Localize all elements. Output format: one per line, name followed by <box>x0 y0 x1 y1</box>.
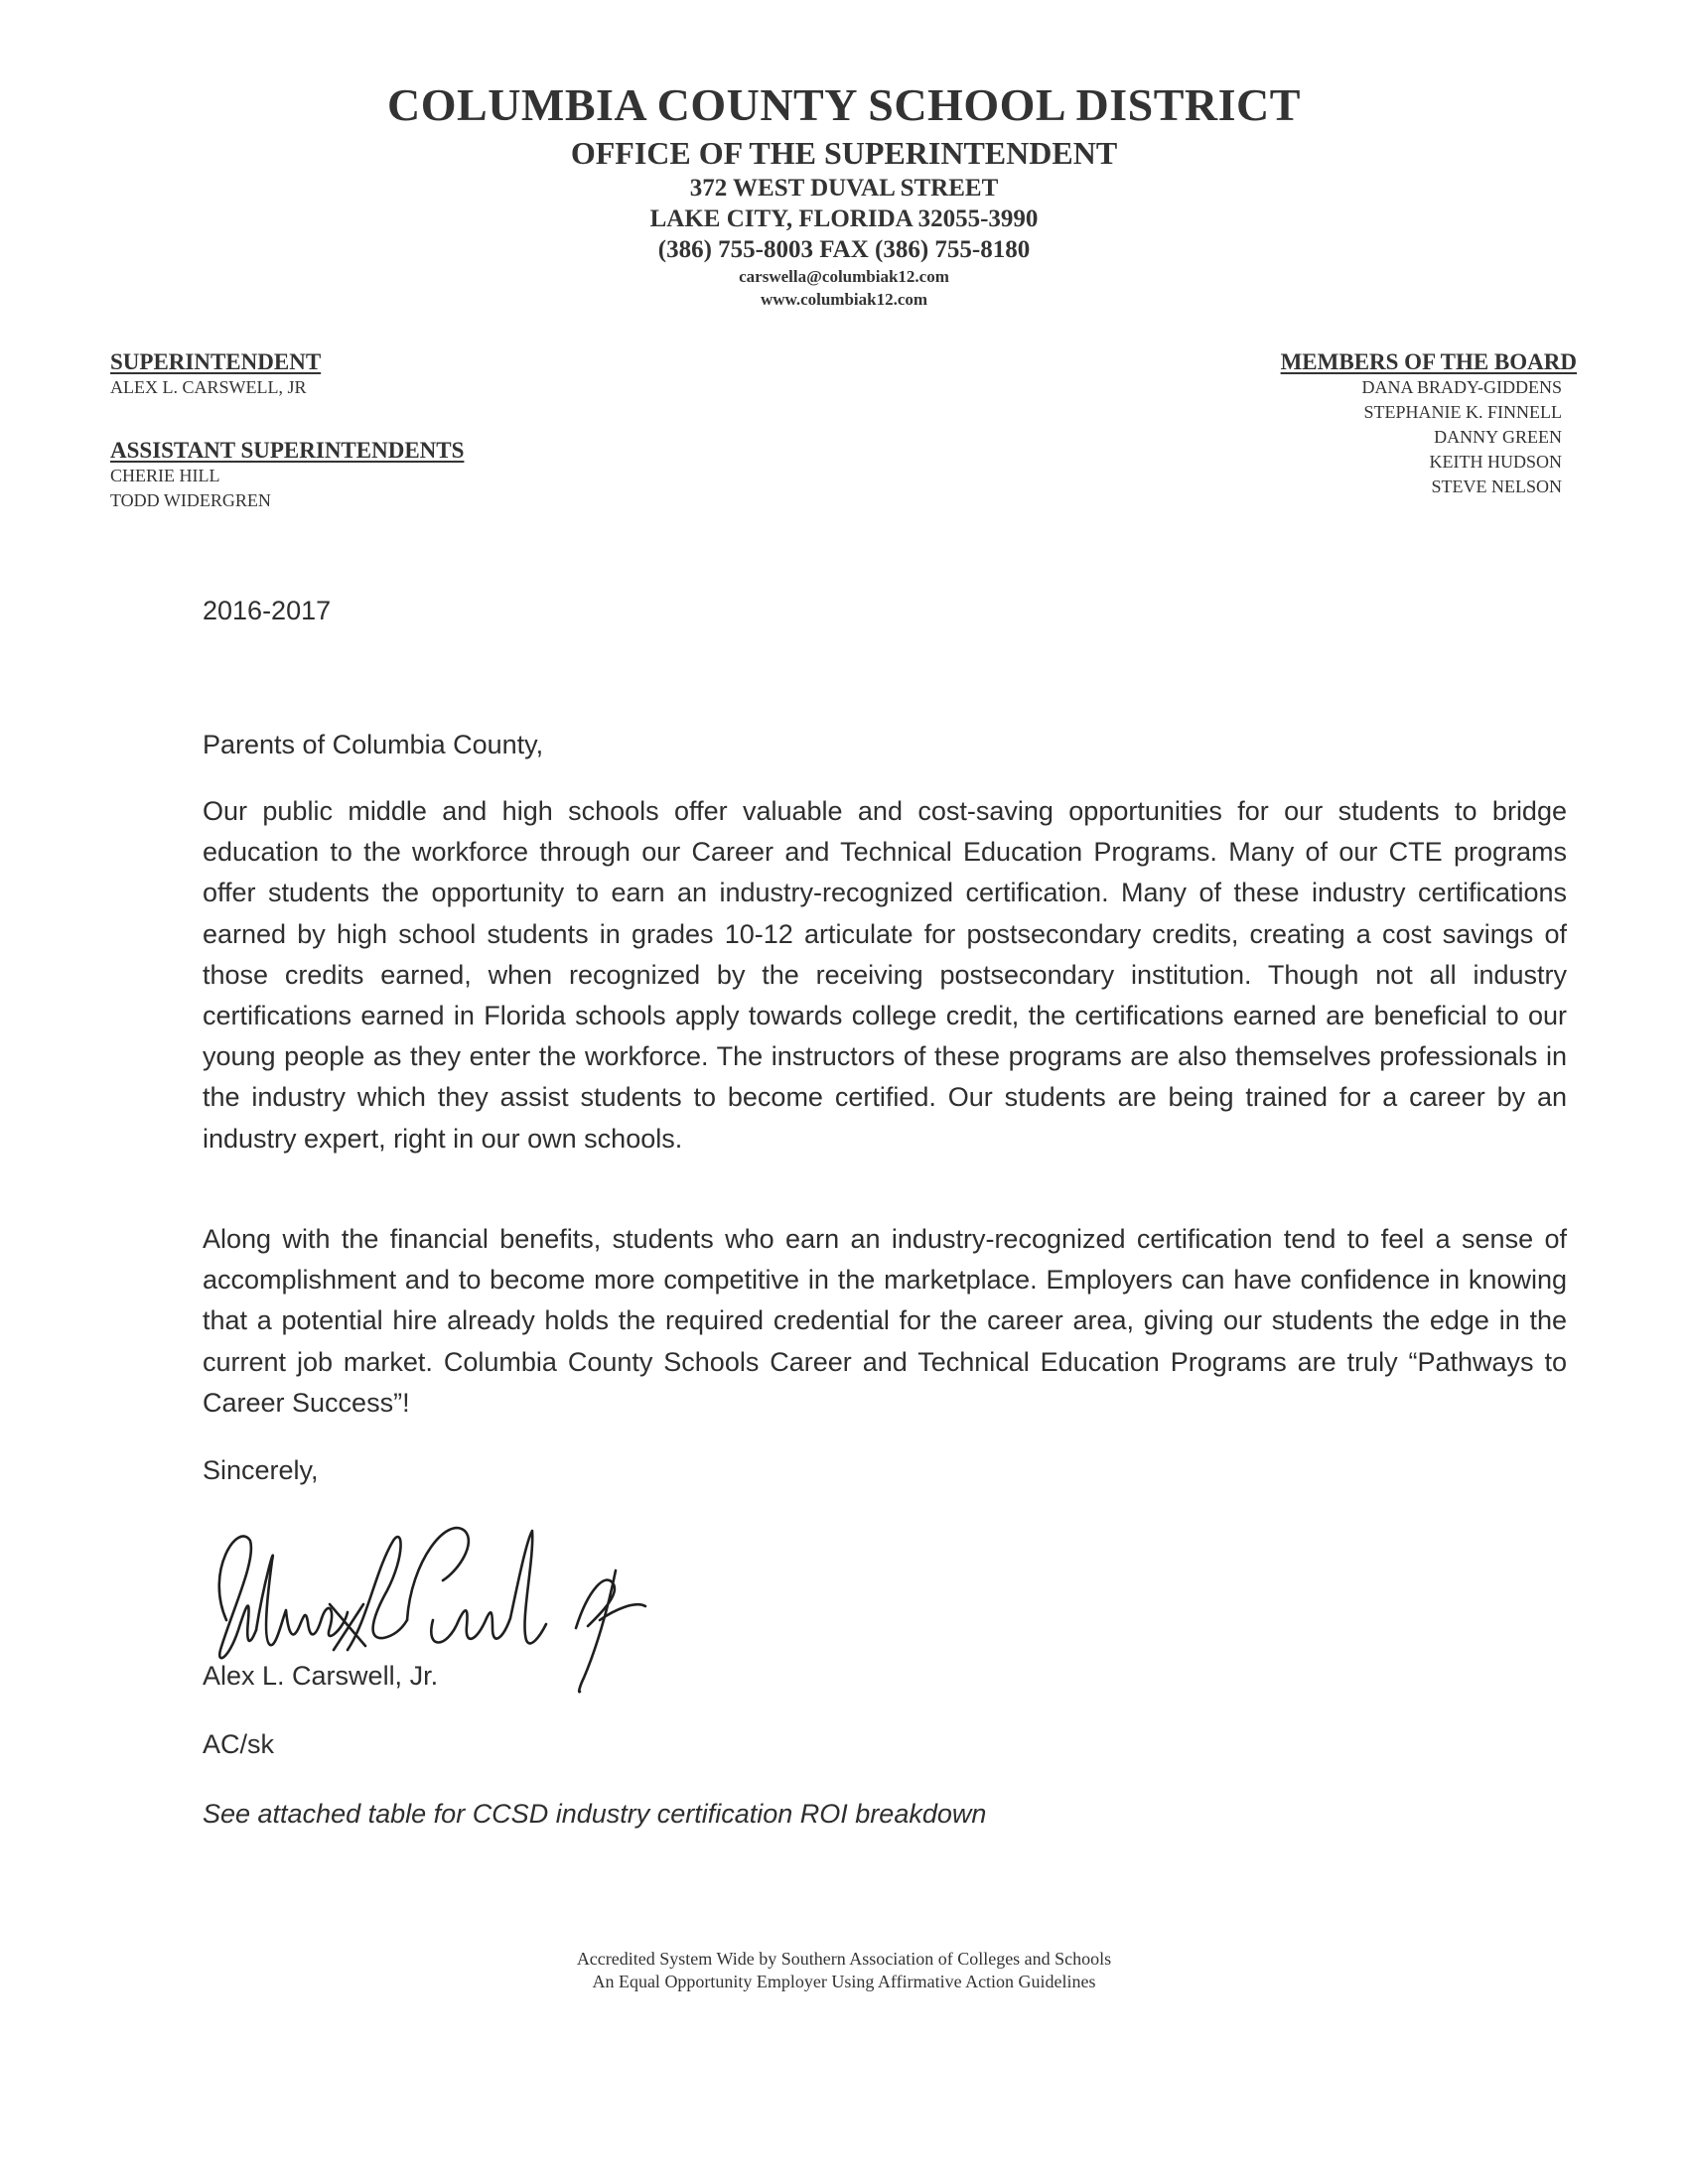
typist-initials: AC/sk <box>203 1729 275 1759</box>
superintendent-heading: SUPERINTENDENT <box>110 349 322 374</box>
board-member-name: STEVE NELSON <box>1431 477 1562 496</box>
accreditation-line: Accredited System Wide by Southern Association of Colleges and Schools <box>576 1949 1112 1969</box>
enclosure-note: See attached table for CCSD industry certification ROI breakdown <box>203 1799 987 1829</box>
website: www.columbiak12.com <box>760 290 928 309</box>
city-address: LAKE CITY, FLORIDA 32055-3990 <box>649 205 1039 232</box>
office-name: OFFICE OF THE SUPERINTENDENT <box>570 135 1118 171</box>
salutation: Parents of Columbia County, <box>203 730 544 759</box>
phone-fax: (386) 755-8003 FAX (386) 755-8180 <box>657 236 1031 263</box>
board-member-name: DANNY GREEN <box>1434 427 1562 447</box>
body-paragraph: Along with the financial benefits, students who earn an industry-recognized certification tend to feel a sense of accomplishment and to become more competitive in the marketplace. Employers can have confidence in knowing that a potential hire already holds the required credential for the career area, giving our students the edge in the current job market. Columbia County Schools Career and Technical Education Programs are truly “Pathways to Career Success”! <box>203 1224 1567 1418</box>
equal-opportunity-line: An Equal Opportunity Employer Using Affirmative Action Guidelines <box>592 1972 1096 1991</box>
board-heading: MEMBERS OF THE BOARD <box>1280 349 1577 374</box>
board-member-name: DANA BRADY-GIDDENS <box>1361 377 1562 397</box>
assistant-superintendents-block <box>110 438 464 513</box>
assistant-superintendents-heading: ASSISTANT SUPERINTENDENTS <box>110 438 465 463</box>
signer-name: Alex L. Carswell, Jr. <box>203 1661 439 1691</box>
superintendent-block <box>110 349 321 400</box>
assistant-superintendent-name: CHERIE HILL <box>110 466 220 485</box>
assistant-superintendent-name: TODD WIDERGREN <box>110 490 271 510</box>
body-paragraph: Our public middle and high schools offer valuable and cost-saving opportunities for our students to bridge education to the workforce through our Career and Technical Education Programs. Many of our CTE programs offer students the opportunity to earn an industry-recognized certification. Many of these industry certifications earned by high school students in grades 10-12 articulate for postsecondary credits, creating a cost savings of those credits earned, when recognized by the receiving postsecondary institution. Though not all industry certifications earned in Florida schools apply towards college credit, the certifications earned are beneficial to our young people as they enter the workforce. The instructors of these programs are also themselves professionals in the industry which they assist students to become certified. Our students are being trained for a career by an industry expert, right in our own schools. <box>203 796 1567 1154</box>
street-address: 372 WEST DUVAL STREET <box>689 175 999 202</box>
superintendent-name: ALEX L. CARSWELL, JR <box>110 377 307 397</box>
letterhead <box>0 77 1688 311</box>
school-year: 2016-2017 <box>203 596 332 625</box>
closing: Sincerely, <box>203 1455 319 1485</box>
district-name: COLUMBIA COUNTY SCHOOL DISTRICT <box>387 79 1301 130</box>
email-address: carswella@columbiak12.com <box>739 267 949 286</box>
footer <box>0 1948 1688 1993</box>
board-members-block <box>1281 349 1577 499</box>
board-member-name: KEITH HUDSON <box>1429 452 1562 472</box>
board-member-name: STEPHANIE K. FINNELL <box>1363 402 1562 422</box>
